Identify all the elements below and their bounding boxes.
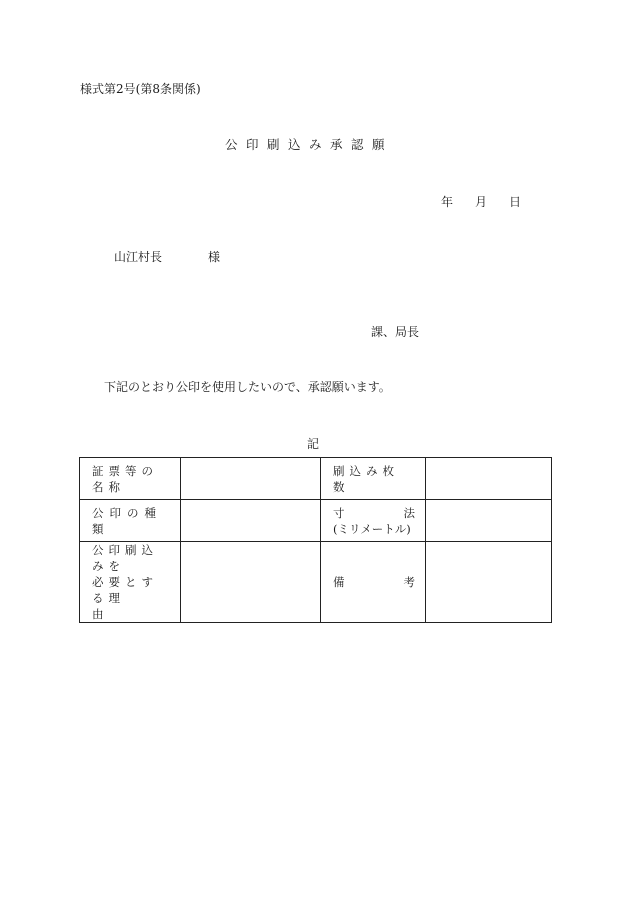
table-row — [80, 500, 552, 542]
reason-label-line-2: 必要とする理 — [92, 575, 158, 605]
certificate-name-label: 証票等の名称 — [92, 463, 158, 494]
dimension-label-second: 法 — [403, 505, 415, 520]
reason-label-line-3: 由 — [92, 607, 104, 621]
print-count-value-cell[interactable] — [426, 458, 552, 500]
request-text: 下記のとおり公印を使用したいので、承認願います。 — [104, 380, 391, 394]
seal-type-value-cell[interactable] — [181, 500, 321, 542]
certificate-name-value-cell[interactable] — [181, 458, 321, 500]
dimension-label-line — [333, 505, 415, 521]
table-row — [80, 542, 552, 623]
application-form-table — [79, 457, 552, 623]
seal-type-label: 公印の種類 — [92, 505, 162, 536]
certificate-name-label-cell — [80, 458, 181, 500]
dimension-value-cell[interactable] — [426, 500, 552, 542]
dimension-label-first: 寸 — [333, 505, 345, 520]
form-number: 様式第2号(第8条関係) — [80, 82, 201, 96]
reason-label-cell — [80, 542, 181, 623]
applicant-label: 課、局長 — [371, 325, 420, 339]
table-row — [80, 458, 552, 500]
addressee — [114, 248, 220, 265]
month-label: 月 — [475, 195, 488, 209]
dimension-unit: (ミリメートル) — [333, 521, 411, 536]
print-count-label: 刷込み枚数 — [333, 463, 399, 494]
remarks-label-line — [333, 574, 415, 590]
dimension-label-cell — [321, 500, 426, 542]
day-label: 日 — [509, 195, 522, 209]
reason-label-line-1: 公印刷込みを — [92, 543, 158, 573]
reason-value-cell[interactable] — [181, 542, 321, 623]
record-mark: 記 — [307, 437, 320, 451]
seal-type-label-cell — [80, 500, 181, 542]
remarks-label-second: 考 — [403, 575, 415, 589]
document-title: 公印刷込み承認願 — [225, 137, 394, 152]
year-label: 年 — [441, 195, 454, 209]
addressee-honorific: 様 — [208, 250, 221, 264]
print-count-label-cell — [321, 458, 426, 500]
addressee-name: 山江村長 — [114, 250, 163, 264]
remarks-label-first: 備 — [333, 575, 345, 589]
remarks-label-cell — [321, 542, 426, 623]
remarks-value-cell[interactable] — [426, 542, 552, 623]
date-line — [441, 193, 521, 210]
